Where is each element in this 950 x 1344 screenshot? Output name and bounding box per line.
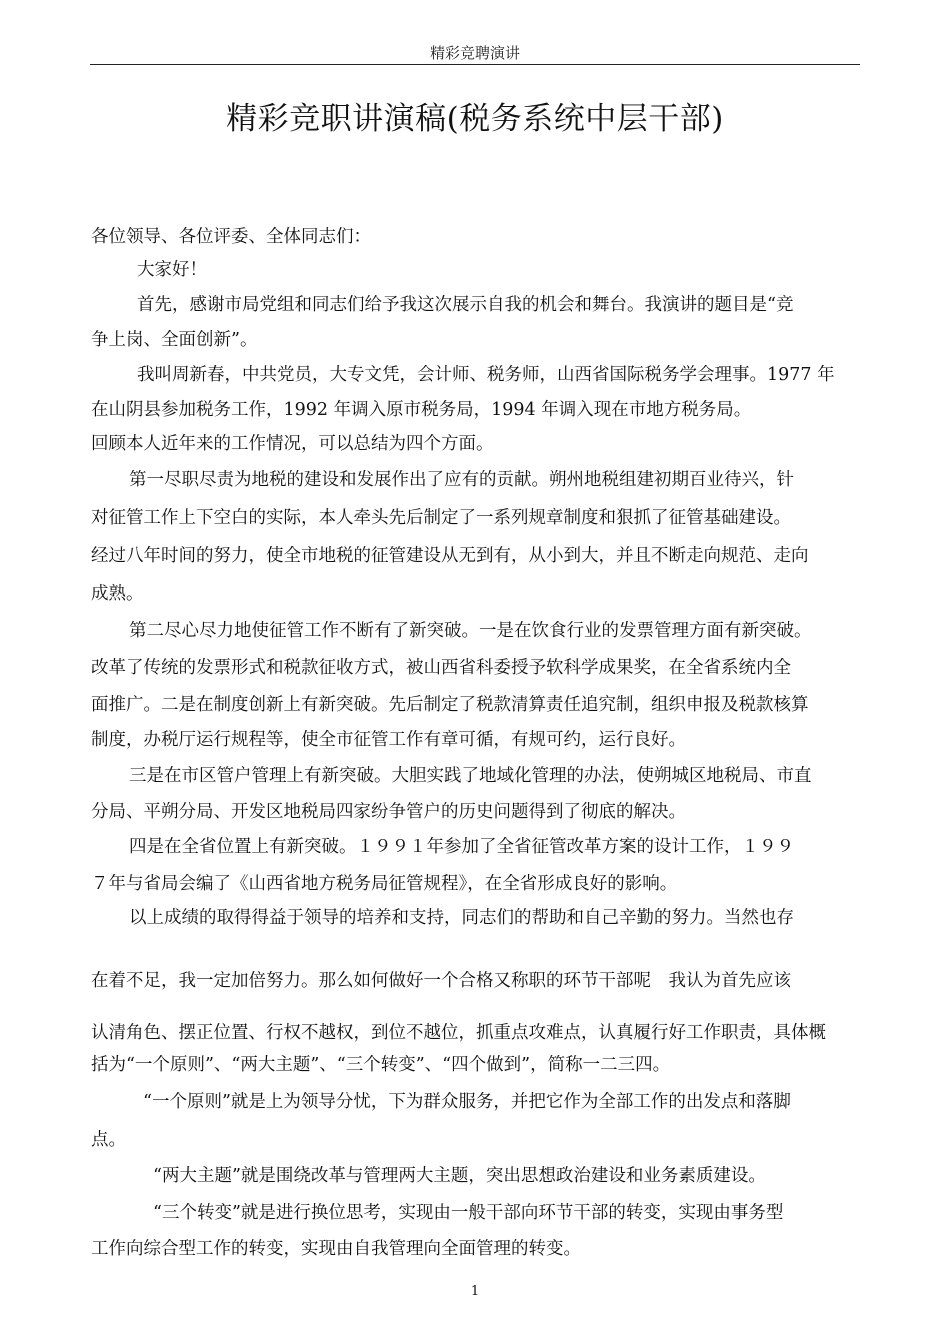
text-line: 在着不足，我一定加倍努力。那么如何做好一个合格又称职的环节干部呢 我认为首先应该 — [91, 971, 791, 991]
text-line: “一个原则”就是上为领导分忧，下为群众服务，并把它作为全部工作的出发点和落脚 — [143, 1092, 791, 1112]
text-line: 认清角色、摆正位置、行权不越权，到位不越位，抓重点攻难点，认真履行好工作职责，具体概 — [91, 1023, 826, 1043]
text-line: 括为“一个原则”、“两大主题”、“三个转变”、“四个做到”，简称一二三四。 — [91, 1055, 671, 1075]
text-line: 三是在市区管户管理上有新突破。大胆实践了地域化管理的办法，使朔城区地税局、市直 — [129, 766, 812, 786]
running-header: 精彩竞聘演讲 — [429, 44, 520, 62]
text-line: 对征管工作上下空白的实际，本人牵头先后制定了一系列规章制度和狠抓了征管基础建设。 — [91, 508, 791, 528]
text-line: 在山阴县参加税务工作，1992 年调入原市税务局，1994 年调入现在市地方税务局。 — [91, 400, 752, 420]
text-line: 成熟。 — [91, 584, 144, 604]
text-line: 面推广。二是在制度创新上有新突破。先后制定了税款清算责任追究制，组织申报及税款核算 — [91, 695, 809, 715]
text-line: 四是在全省位置上有新突破。１９９１年参加了全省征管改革方案的设计工作，１９９ — [129, 837, 794, 857]
text-line: 制度，办税厅运行规程等，使全市征管工作有章可循，有规可约，运行良好。 — [91, 730, 686, 750]
text-line: 各位领导、各位评委、全体同志们： — [91, 227, 371, 247]
text-line: 点。 — [91, 1130, 126, 1150]
text-line: 我叫周新春，中共党员，大专文凭，会计师、税务师，山西省国际税务学会理事。1977 年 — [137, 365, 835, 385]
header-rule — [90, 64, 860, 65]
text-line: 改革了传统的发票形式和税款征收方式，被山西省科委授予软科学成果奖，在全省系统内全 — [91, 658, 791, 678]
text-line: ７年与省局会编了《山西省地方税务局征管规程》，在全省形成良好的影响。 — [91, 874, 678, 894]
text-line: 第二尽心尽力地使征管工作不断有了新突破。一是在饮食行业的发票管理方面有新突破。 — [129, 621, 812, 641]
document-title: 精彩竞职讲演稿(税务系统中层干部) — [226, 101, 724, 137]
page-number: 1 — [470, 1284, 480, 1299]
text-line: “三个转变”就是进行换位思考，实现由一般干部向环节干部的转变，实现由事务型 — [153, 1203, 784, 1223]
text-line: 第一尽职尽责为地税的建设和发展作出了应有的贡献。朔州地税组建初期百业待兴，针 — [129, 470, 794, 490]
text-line: 回顾本人近年来的工作情况，可以总结为四个方面。 — [91, 434, 494, 454]
text-line: 分局、平朔分局、开发区地税局四家纷争管户的历史问题得到了彻底的解决。 — [91, 802, 686, 822]
text-line: 争上岗、全面创新”。 — [91, 330, 258, 350]
text-line: 以上成绩的取得得益于领导的培养和支持，同志们的帮助和自己辛勤的努力。当然也存 — [129, 908, 794, 928]
text-line: 工作向综合型工作的转变，实现由自我管理向全面管理的转变。 — [91, 1239, 581, 1259]
text-line: “两大主题”就是围绕改革与管理两大主题，突出思想政治建设和业务素质建设。 — [153, 1166, 766, 1186]
text-line: 经过八年时间的努力，使全市地税的征管建设从无到有，从小到大，并且不断走向规范、走向 — [91, 546, 809, 566]
text-line: 大家好！ — [137, 260, 207, 280]
text-line: 首先，感谢市局党组和同志们给予我这次展示自我的机会和舞台。我演讲的题目是“竞 — [137, 295, 794, 315]
